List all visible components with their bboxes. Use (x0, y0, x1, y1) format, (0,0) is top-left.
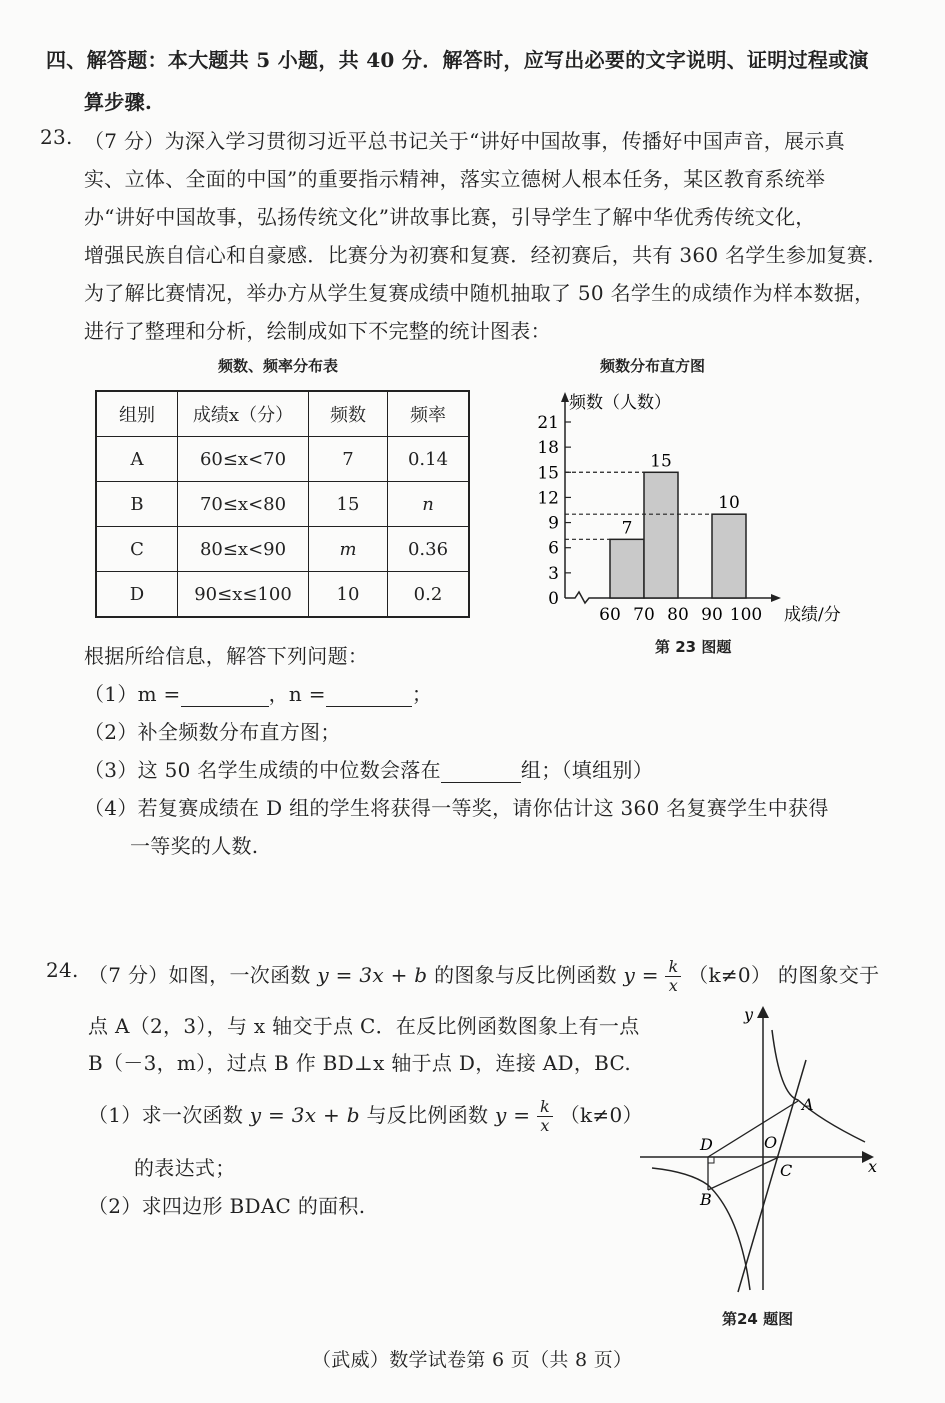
table-cell: 90≤x≤100 (178, 572, 309, 618)
label-b: B (700, 1190, 712, 1209)
q23-sub3-b: 组；（填组别） (520, 758, 653, 782)
q24-condition: （k≠0） (688, 963, 772, 987)
x-axis-label: 成绩/分 (784, 605, 841, 625)
linear-function: y = 3x + b (249, 1103, 360, 1127)
fraction-numerator: k (537, 1098, 553, 1117)
section-header-line2: 算步骤. (84, 90, 153, 114)
table-cell: 0.36 (388, 527, 470, 572)
q24-line3: B（－3，m），过点 B 作 BD⊥x 轴于点 D，连接 AD，BC. (88, 1051, 632, 1075)
table-cell: A (96, 437, 178, 482)
histogram-caption: 第 23 图题 (655, 638, 732, 656)
frequency-table (95, 390, 470, 618)
table-header-row (96, 391, 469, 437)
x-tick-label: 100 (729, 605, 763, 625)
table-cell: n (388, 482, 470, 527)
y-tick-label: 15 (537, 463, 559, 484)
q24-figure (640, 1000, 890, 1300)
q24-sub1-b: 与反比例函数 (366, 1103, 489, 1127)
y-tick-label: 12 (537, 488, 559, 509)
label-x: x (868, 1157, 878, 1176)
table-cell: D (96, 572, 178, 618)
x-axis-arrow (771, 594, 781, 602)
q23-text-line: 进行了整理和分析，绘制成如下不完整的统计图表： (84, 319, 551, 343)
q23-text-line: 办“讲好中国故事，弘扬传统文化”讲故事比赛，引导学生了解中华优秀传统文化， (84, 205, 816, 229)
q23-text-line: 实、立体、全面的中国”的重要指示精神，落实立德树人根本任务，某区教育系统举 (84, 167, 826, 191)
y-tick-label: 21 (537, 413, 559, 433)
table-cell: 70≤x<80 (178, 482, 309, 527)
fraction-k-over-x (537, 1098, 553, 1135)
fraction-denominator: x (668, 976, 679, 995)
table-row (96, 482, 469, 527)
q23-sub3-a: （3）这 50 名学生成绩的中位数会落在 (84, 758, 441, 782)
label-y: y (744, 1005, 754, 1024)
q23-sub4-line2: 一等奖的人数. (130, 834, 259, 858)
y-tick-label: 0 (548, 589, 559, 609)
table-row (96, 527, 469, 572)
table-cell: m (309, 527, 388, 572)
answer-blank-n[interactable] (326, 682, 412, 707)
q23-sub4-line1: （4）若复赛成绩在 D 组的学生将获得一等奖，请你估计这 360 名复赛学生中获得 (84, 796, 829, 820)
x-tick-label: 60 (599, 605, 621, 625)
label-a: A (802, 1095, 814, 1114)
q23-sub1-a: （1）m = (84, 682, 181, 706)
table-cell: 15 (309, 482, 388, 527)
q24-sub1-line1 (88, 1098, 643, 1135)
table-header-cell: 频率 (388, 391, 470, 437)
x-tick-label: 70 (633, 605, 655, 625)
inverse-function-lhs: y = (623, 963, 659, 987)
table-cell: 0.2 (388, 572, 470, 618)
q23-intro: 根据所给信息，解答下列问题： (84, 644, 369, 668)
q24-line1 (88, 958, 879, 995)
histogram-bar (610, 539, 644, 598)
linear-graph (738, 1060, 806, 1292)
bar-value-label: 7 (621, 518, 633, 539)
fraction-k-over-x (665, 958, 681, 995)
table-cell: 7 (309, 437, 388, 482)
table-header-cell: 频数 (309, 391, 388, 437)
bar-value-label: 10 (718, 493, 740, 514)
label-c: C (780, 1161, 793, 1180)
hyperbola-branch-upper (772, 1030, 865, 1142)
q24-line1-a: （7 分）如图，一次函数 (88, 963, 311, 987)
q23-sub1 (84, 678, 432, 707)
right-angle-mark (708, 1157, 714, 1163)
section-header-line1: 四、解答题：本大题共 5 小题，共 40 分．解答时，应写出必要的文字说明、证明过程或演 (46, 48, 869, 72)
q23-number: 23. (40, 125, 73, 149)
q23-sub1-c: ； (411, 682, 433, 706)
q24-sub2: （2）求四边形 BDAC 的面积. (88, 1194, 366, 1218)
answer-blank-group[interactable] (441, 758, 521, 783)
q24-figure-caption: 第24 题图 (722, 1310, 794, 1328)
inverse-function-lhs: y = (495, 1103, 531, 1127)
table-cell: 10 (309, 572, 388, 618)
q23-sub3 (84, 754, 653, 783)
q23-text-line: 为了解比赛情况，举办方从学生复赛成绩中随机抽取了 50 名学生的成绩作为样本数据， (84, 281, 875, 305)
linear-function: y = 3x + b (317, 963, 428, 987)
q23-sub1-b: ，n = (268, 682, 326, 706)
table-title: 频数、频率分布表 (218, 357, 339, 375)
q24-sub1-a: （1）求一次函数 (88, 1103, 244, 1127)
q24-number: 24. (46, 958, 79, 982)
y-axis-arrow (561, 392, 569, 402)
label-o: O (764, 1133, 778, 1152)
table-row (96, 437, 469, 482)
y-tick-label: 18 (537, 438, 559, 459)
x-tick-label: 80 (667, 605, 689, 625)
bar-value-label: 15 (650, 451, 672, 472)
q24-condition: （k≠0） (559, 1103, 643, 1127)
fraction-denominator: x (540, 1116, 550, 1135)
q23-sub2: （2）补全频数分布直方图； (84, 720, 341, 744)
y-tick-label: 3 (548, 563, 559, 584)
histogram-bar (644, 472, 678, 598)
y-tick-label: 6 (548, 538, 559, 559)
table-header-cell: 组别 (96, 391, 178, 437)
fraction-numerator: k (665, 958, 681, 977)
histogram-chart (520, 380, 880, 630)
table-cell: 0.14 (388, 437, 470, 482)
histogram-title: 频数分布直方图 (600, 357, 706, 375)
q24-sub1-line2: 的表达式； (134, 1156, 236, 1180)
y-axis-label: 频数（人数） (569, 393, 671, 413)
q24-line1-c: 的图象交于 (777, 963, 880, 987)
q23-text-line: 增强民族自信心和自豪感．比赛分为初赛和复赛．经初赛后，共有 360 名学生参加复赛． (84, 243, 888, 267)
table-cell: B (96, 482, 178, 527)
q24-line2: 点 A（2，3），与 x 轴交于点 C．在反比例函数图象上有一点 (88, 1014, 640, 1038)
segment-ad (708, 1101, 798, 1157)
table-row (96, 572, 469, 618)
q24-line1-b: 的图象与反比例函数 (434, 963, 617, 987)
table-cell: C (96, 527, 178, 572)
label-d: D (700, 1135, 713, 1154)
segment-bc (708, 1157, 779, 1190)
answer-blank-m[interactable] (181, 682, 269, 707)
table-cell: 60≤x<70 (178, 437, 309, 482)
hyperbola-branch-lower (652, 1168, 750, 1290)
table-header-cell: 成绩x（分） (178, 391, 309, 437)
q23-text-line: （7 分）为深入学习贯彻习近平总书记关于“讲好中国故事，传播好中国声音，展示真 (84, 129, 846, 153)
x-tick-label: 90 (701, 605, 723, 625)
table-cell: 80≤x<90 (178, 527, 309, 572)
histogram-bar (712, 514, 746, 598)
page-footer: （武威）数学试卷第 6 页（共 8 页） (312, 1349, 633, 1371)
y-tick-label: 9 (548, 513, 559, 534)
